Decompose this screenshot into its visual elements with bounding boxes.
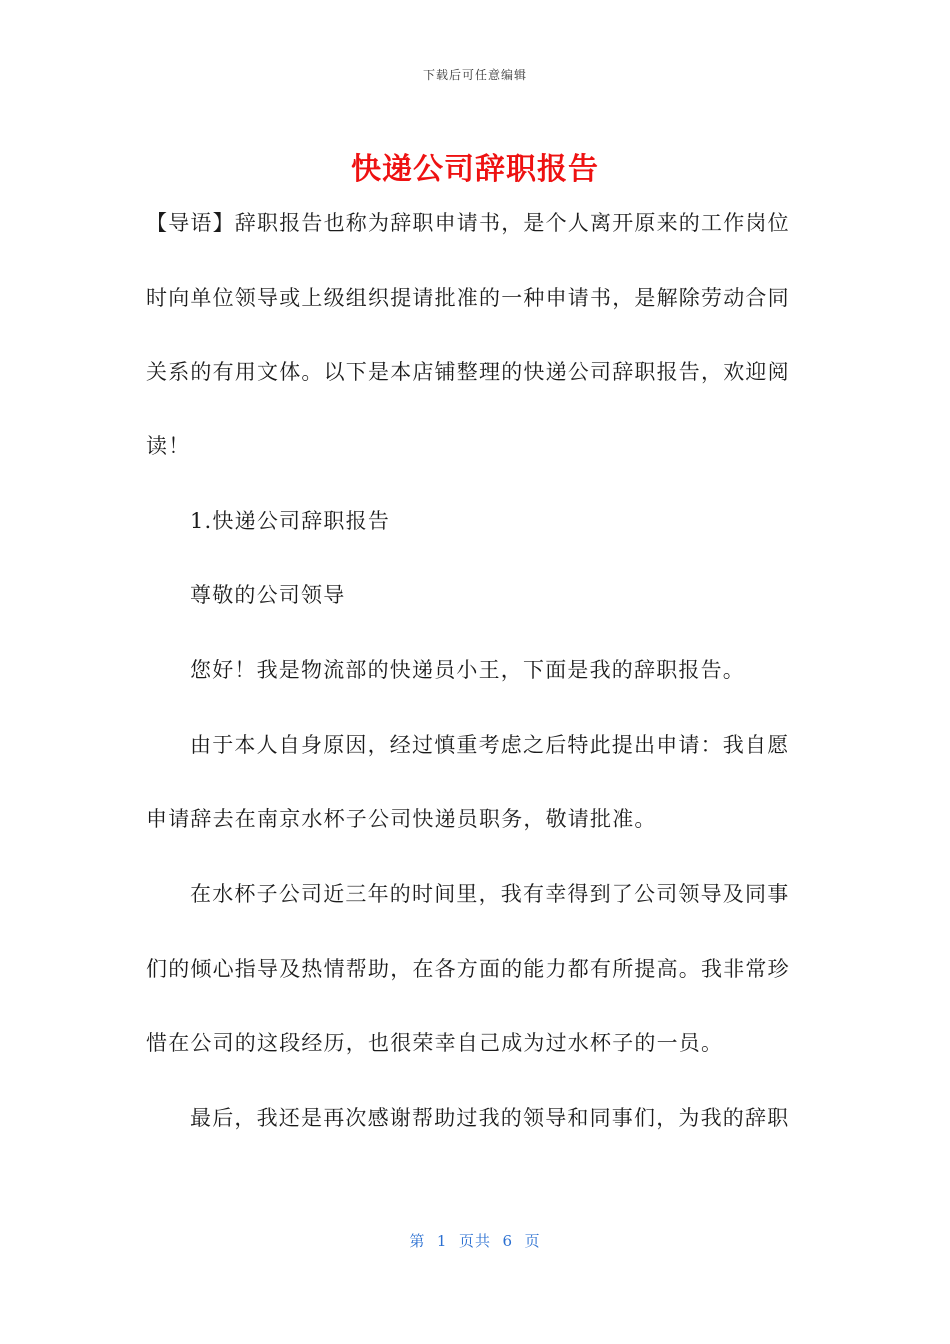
paragraph-line: 读！	[146, 434, 191, 458]
paragraph-line: 申请辞去在南京水杯子公司快递员职务，敬请批准。	[146, 807, 657, 831]
header-note: 下载后可任意编辑	[422, 68, 527, 82]
salutation: 尊敬的公司领导	[190, 583, 346, 607]
paragraph-line: 您好！我是物流部的快递员小王，下面是我的辞职报告。	[190, 658, 745, 682]
paragraph-line: 惜在公司的这段经历，也很荣幸自己成为过水杯子的一员。	[146, 1031, 724, 1055]
section-heading: 1.快递公司辞职报告	[190, 509, 391, 533]
paragraph-line: 由于本人自身原因，经过慎重考虑之后特此提出申请：我自愿	[190, 733, 790, 757]
paragraph-line: 在水杯子公司近三年的时间里，我有幸得到了公司领导及同事	[190, 882, 790, 906]
paragraph-line: 最后，我还是再次感谢帮助过我的领导和同事们，为我的辞职	[190, 1106, 790, 1130]
paragraph-line: 关系的有用文体。以下是本店铺整理的快递公司辞职报告，欢迎阅	[146, 360, 790, 384]
paragraph-line: 【导语】辞职报告也称为辞职申请书，是个人离开原来的工作岗位	[146, 211, 790, 235]
document-title: 快递公司辞职报告	[351, 152, 599, 187]
paragraph-line: 时向单位领导或上级组织提请批准的一种申请书，是解除劳动合同	[146, 286, 790, 310]
paragraph-line: 们的倾心指导及热情帮助，在各方面的能力都有所提高。我非常珍	[146, 957, 790, 981]
page-footer: 第 1 页共 6 页	[409, 1232, 541, 1250]
